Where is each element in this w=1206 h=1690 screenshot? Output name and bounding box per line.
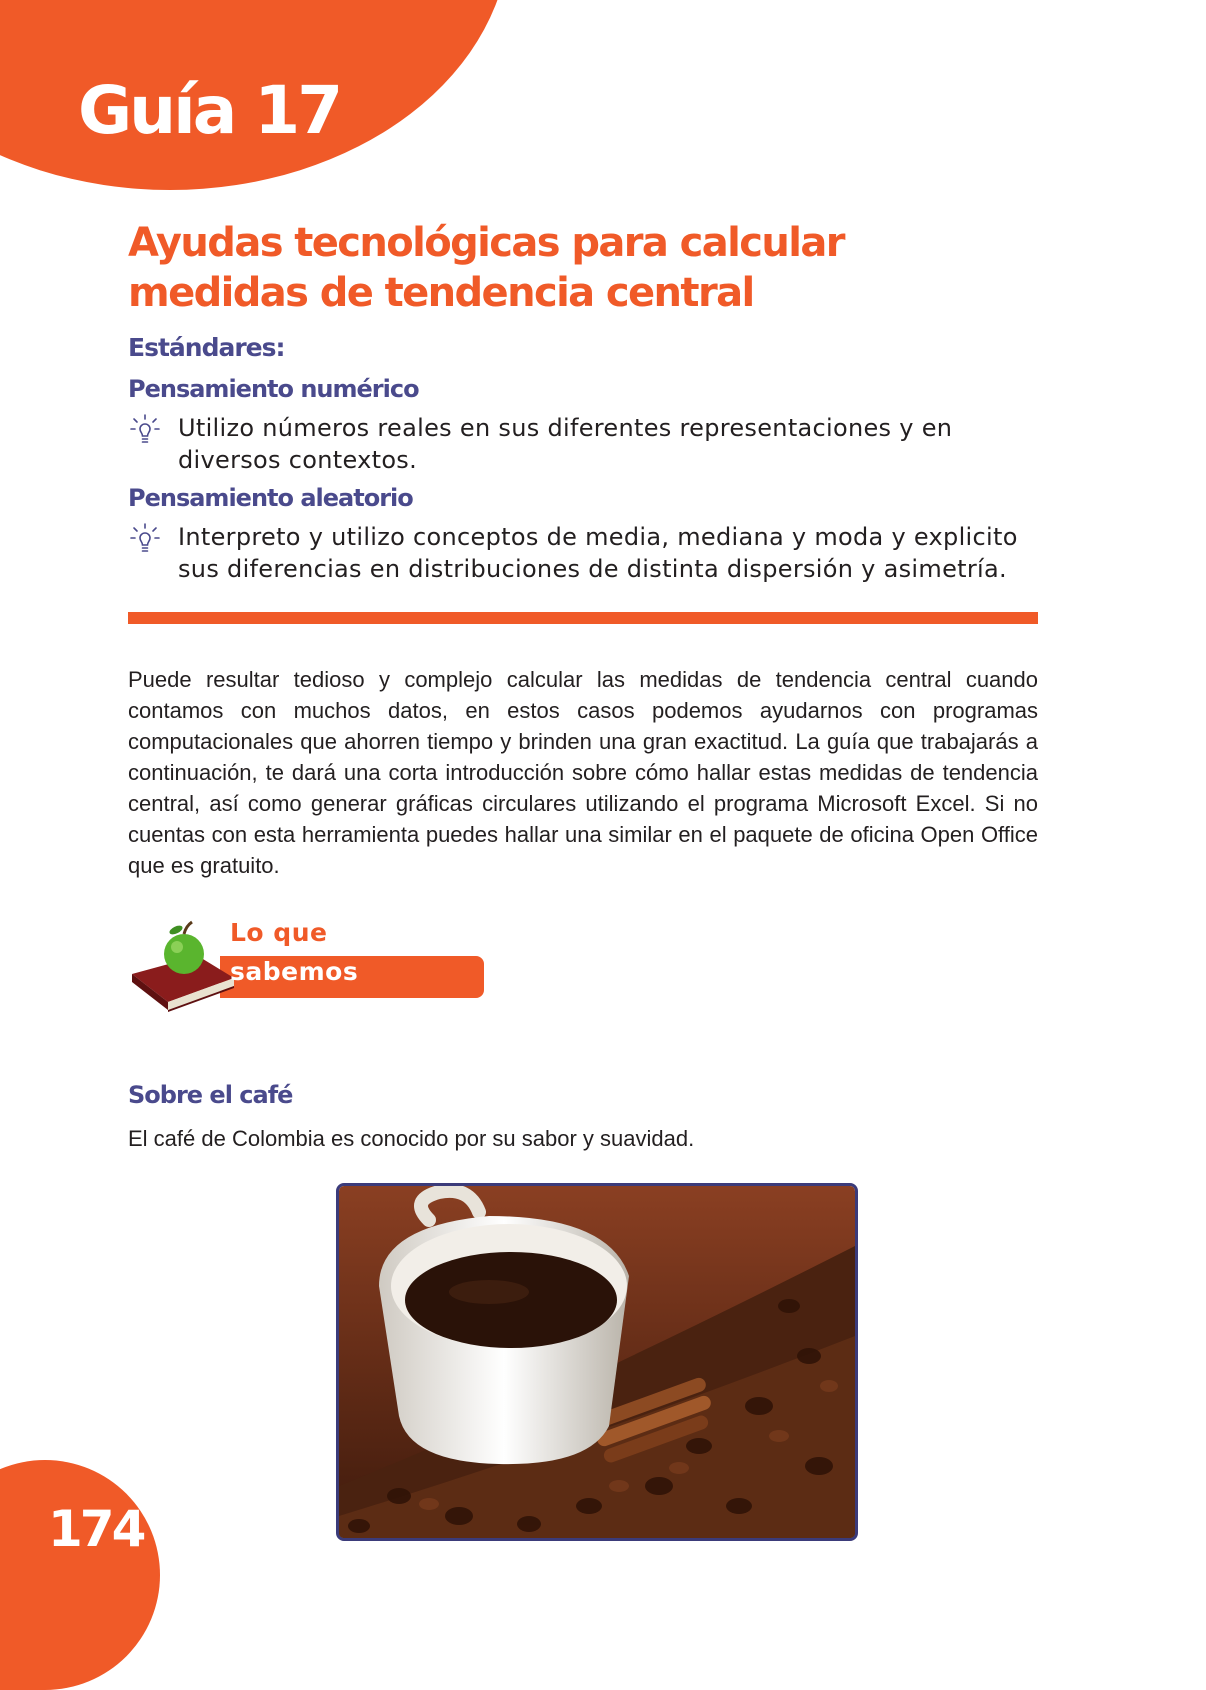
- page-title-line2: medidas de tendencia central: [128, 270, 754, 316]
- standards-heading: Estándares:: [128, 333, 285, 362]
- standard-group-heading-numerico: Pensamiento numérico: [128, 375, 419, 403]
- page-number: 174: [48, 1500, 144, 1558]
- section-divider: [128, 612, 1038, 624]
- coffee-cup-beans-image: [339, 1186, 855, 1538]
- standard-group-heading-aleatorio: Pensamiento aleatorio: [128, 484, 413, 512]
- intro-paragraph: Puede resultar tedioso y complejo calcular las medidas de tendencia central cuando contamos con muchos datos, en estos casos podemos ayudarnos con programas computacionales que ahorren tiempo y brinden una gran exactitud. La guía que trabajarás a continuación, te dará una corta introducción sobre cómo hallar estas medidas de tendencia central, así como generar gráficas circulares utilizando el programa Microsoft Excel. Si no cuentas con esta herramienta puedes hallar una similar en el paquete de oficina Open Office que es gratuito.: [128, 667, 1038, 878]
- lightbulb-icon: [130, 523, 160, 555]
- standard-text-aleatorio: Interpreto y utilizo conceptos de media, mediana y moda y explicito sus diferencias en distribuciones de distinta dispersión y asimetría.: [178, 523, 1018, 583]
- badge-title-line2: sabemos: [230, 957, 359, 986]
- book-apple-icon: [128, 912, 238, 1022]
- badge-title-line1: Lo que: [230, 918, 328, 947]
- standard-text-numerico: Utilizo números reales en sus diferentes representaciones y en diversos contextos.: [178, 414, 953, 474]
- lightbulb-icon: [130, 414, 160, 446]
- guide-label: Guía 17: [78, 72, 341, 149]
- page-number-shape: [0, 1460, 160, 1690]
- section-heading: Sobre el café: [128, 1081, 293, 1109]
- page-title-line1: Ayudas tecnológicas para calcular: [128, 220, 844, 266]
- coffee-photo: [336, 1183, 858, 1541]
- standard-item-aleatorio: [130, 521, 1030, 585]
- page-title: [128, 218, 1028, 318]
- standard-item-numerico: [130, 412, 1030, 476]
- section-text: El café de Colombia es conocido por su sabor y suavidad.: [128, 1126, 695, 1151]
